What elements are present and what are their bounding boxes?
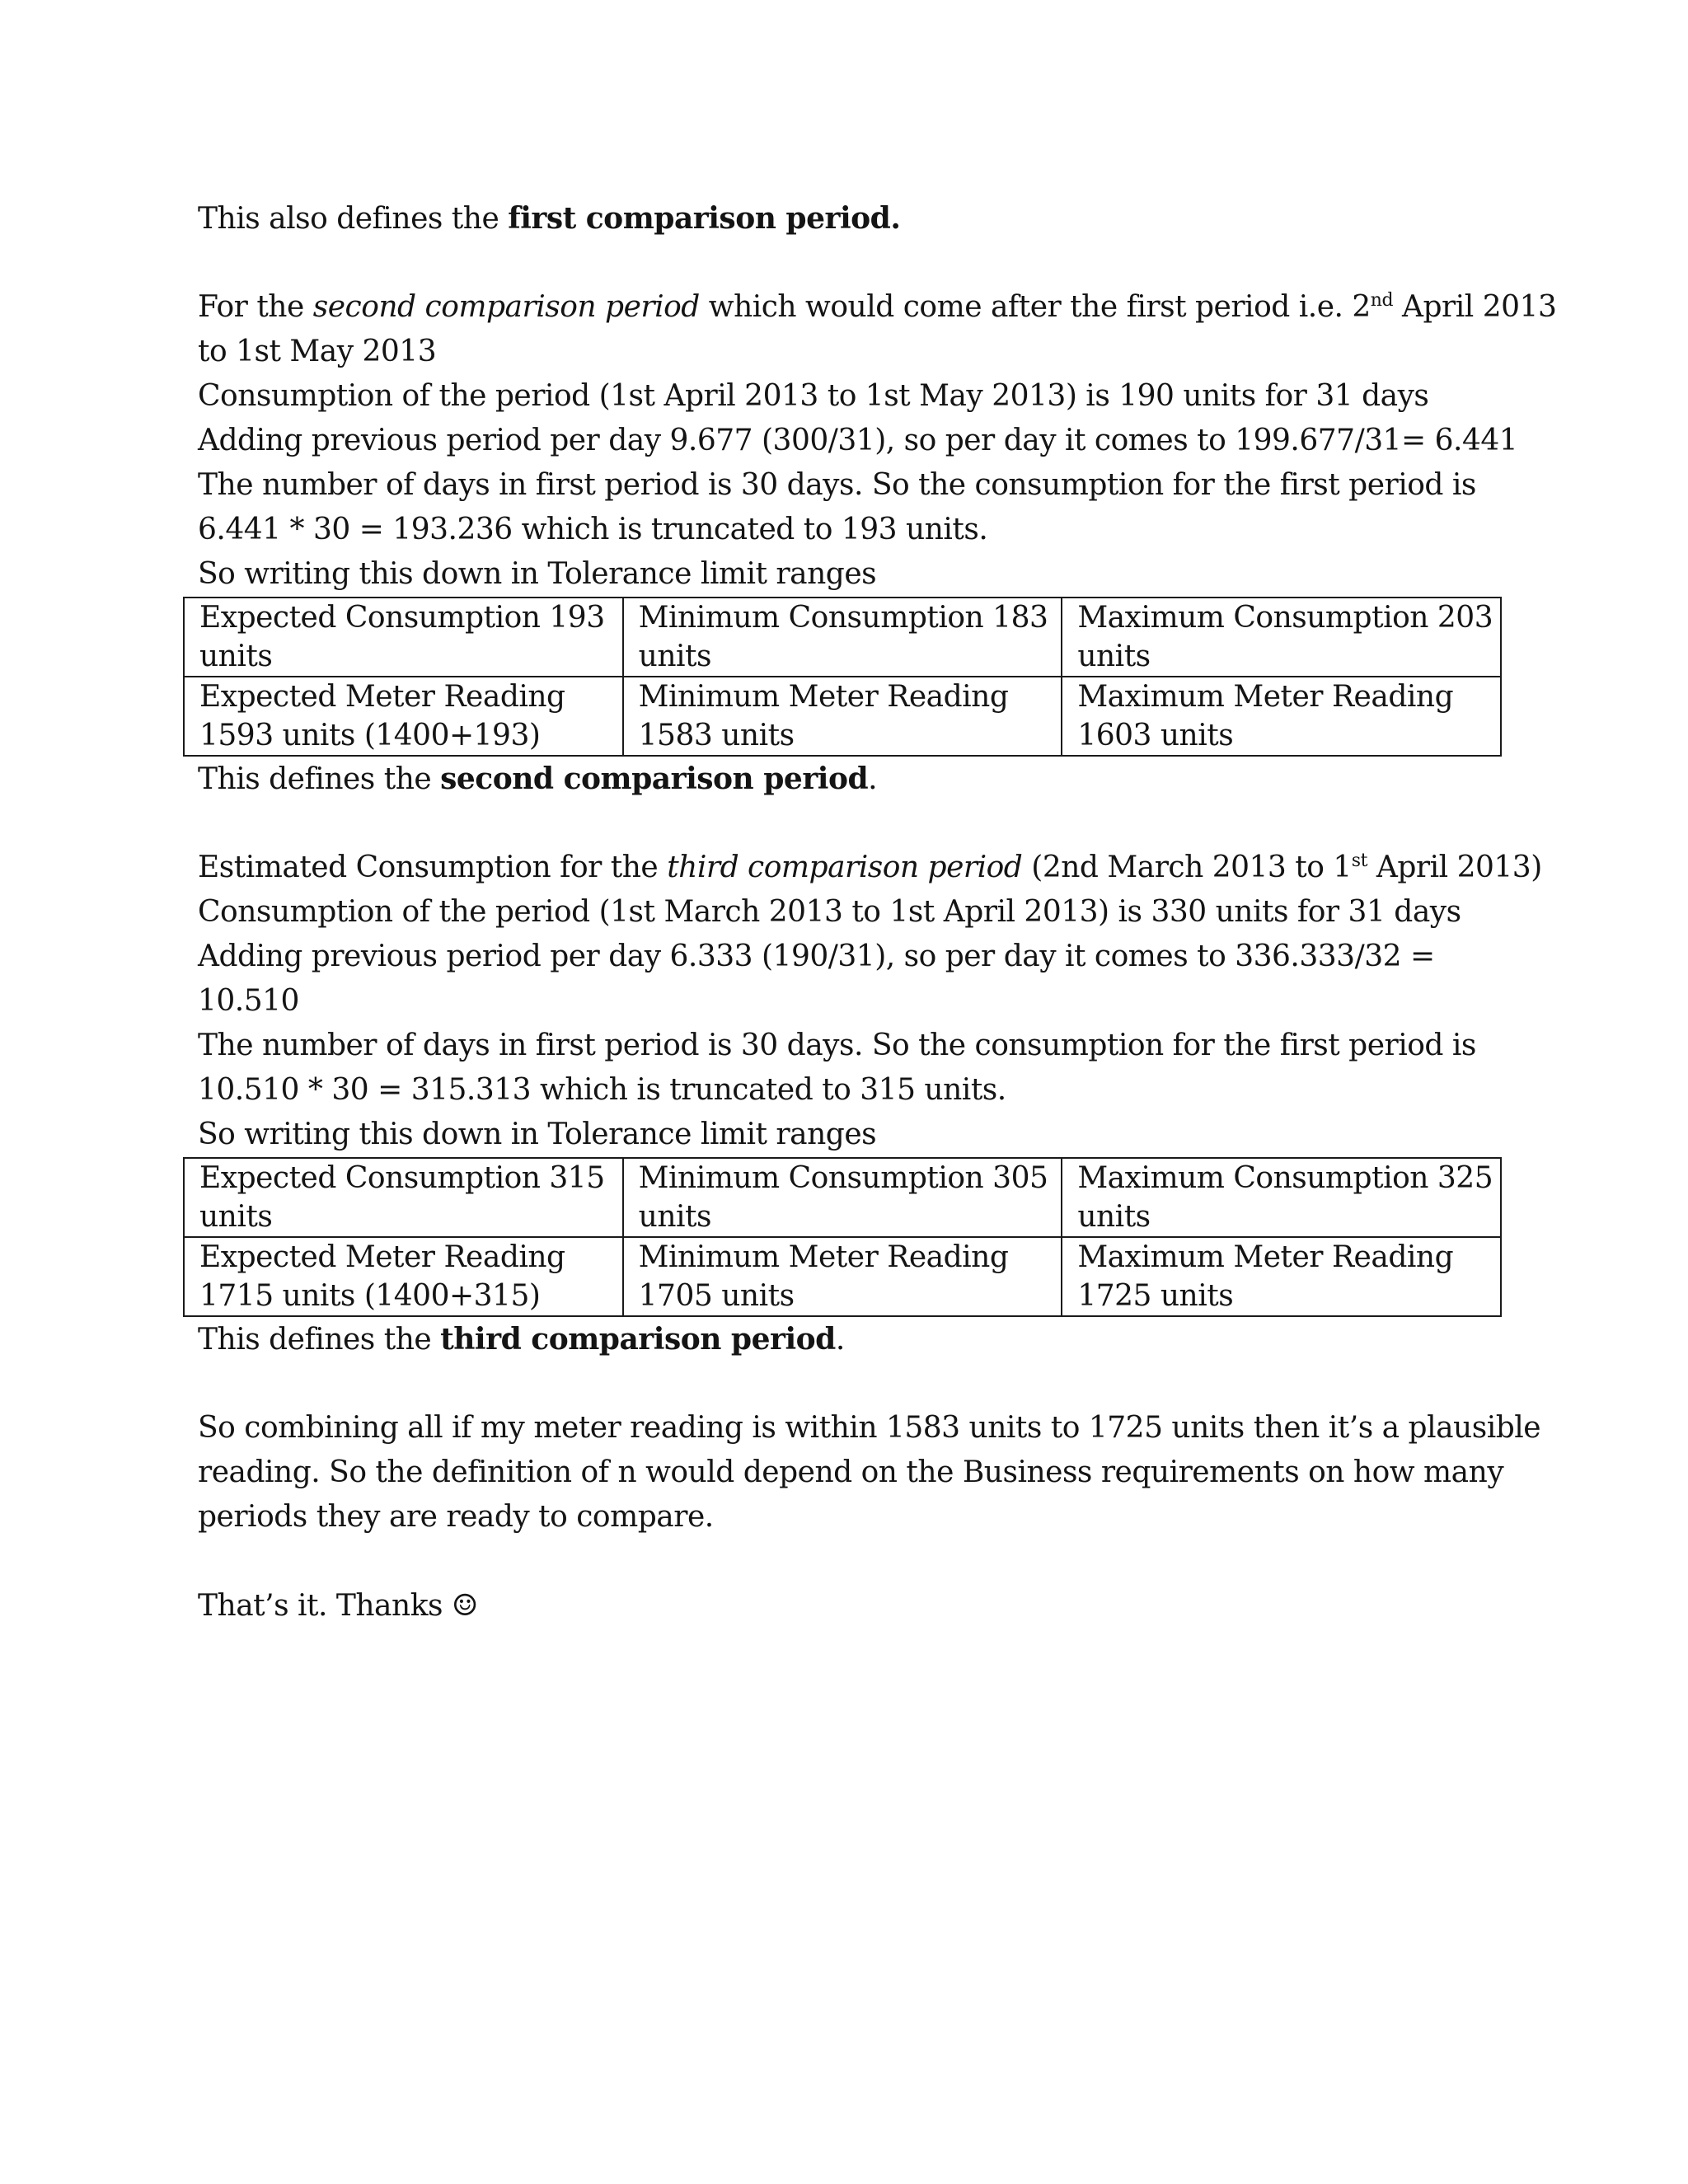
table-row xyxy=(184,1237,1501,1316)
text-line: So combining all if my meter reading is within 1583 units to 1725 units then it’s a plausible xyxy=(198,1411,1541,1445)
table-cell: Expected Meter Reading 1593 units (1400+193) xyxy=(184,677,623,756)
second-period-definition: This defines the second comparison period. xyxy=(198,762,878,796)
first-period-label: first comparison period. xyxy=(508,201,901,236)
text-line: So writing this down in Tolerance limit ranges xyxy=(198,1118,877,1151)
table-row xyxy=(184,598,1501,677)
table-cell: Expected Consumption 193 units xyxy=(184,598,623,677)
text-line: Adding previous period per day 9.677 (300/31), so per day it comes to 199.677/31= 6.441 xyxy=(198,424,1518,457)
third-period-paragraph xyxy=(198,846,1542,1157)
text-line: 6.441 * 30 = 193.236 which is truncated to 193 units. xyxy=(198,513,988,546)
table-cell: Maximum Consumption 203 units xyxy=(1062,598,1501,677)
text-line: Adding previous period per day 6.333 (190/31), so per day it comes to 336.333/32 = xyxy=(198,940,1435,973)
second-period-intro: For the second comparison period which would come after the first period i.e. 2nd April 2013 xyxy=(198,290,1557,324)
spacer xyxy=(198,801,1517,846)
table-row xyxy=(184,1158,1501,1237)
table-cell: Expected Meter Reading 1715 units (1400+315) xyxy=(184,1237,623,1316)
table-cell: Maximum Consumption 325 units xyxy=(1062,1158,1501,1237)
conclusion-paragraph xyxy=(198,1406,1541,1540)
third-period-intro: Estimated Consumption for the third comparison period (2nd March 2013 to 1st April 2013) xyxy=(198,851,1542,884)
first-period-definition: This also defines the first comparison period. xyxy=(198,201,901,236)
tolerance-table-third-period xyxy=(183,1157,1502,1317)
spacer xyxy=(198,241,1517,285)
table-cell: Maximum Meter Reading 1603 units xyxy=(1062,677,1501,756)
document-page xyxy=(198,196,1557,1629)
text-line: periods they are ready to compare. xyxy=(198,1500,714,1534)
text-line: to 1st May 2013 xyxy=(198,335,437,368)
text-line: 10.510 xyxy=(198,984,299,1018)
closing-line: That’s it. Thanks ☺ xyxy=(198,1589,478,1623)
text-line: Consumption of the period (1st March 2013 to 1st April 2013) is 330 units for 31 days xyxy=(198,895,1461,929)
table-row xyxy=(184,677,1501,756)
second-period-paragraph xyxy=(198,285,1557,597)
text-line: The number of days in first period is 30 days. So the consumption for the first period is xyxy=(198,1029,1476,1062)
table-cell: Minimum Meter Reading 1583 units xyxy=(623,677,1062,756)
second-period-label: second comparison period xyxy=(440,762,869,796)
text-line: 10.510 * 30 = 315.313 which is truncated to 315 units. xyxy=(198,1073,1006,1107)
spacer xyxy=(198,1361,1517,1406)
text-line: So writing this down in Tolerance limit ranges xyxy=(198,557,877,591)
table-cell: Expected Consumption 315 units xyxy=(184,1158,623,1237)
table-cell: Minimum Consumption 183 units xyxy=(623,598,1062,677)
table-cell: Minimum Consumption 305 units xyxy=(623,1158,1062,1237)
text-line: reading. So the definition of n would depend on the Business requirements on how many xyxy=(198,1455,1504,1489)
spacer xyxy=(198,1540,1517,1584)
text-line: Consumption of the period (1st April 2013 to 1st May 2013) is 190 units for 31 days xyxy=(198,379,1429,413)
third-period-definition: This defines the third comparison period. xyxy=(198,1322,845,1357)
table-cell: Maximum Meter Reading 1725 units xyxy=(1062,1237,1501,1316)
table-cell: Minimum Meter Reading 1705 units xyxy=(623,1237,1062,1316)
text-line: The number of days in first period is 30 days. So the consumption for the first period is xyxy=(198,468,1476,502)
third-period-label: third comparison period xyxy=(440,1322,836,1357)
tolerance-table-second-period xyxy=(183,597,1502,757)
smiley-icon: ☺ xyxy=(451,1589,478,1623)
